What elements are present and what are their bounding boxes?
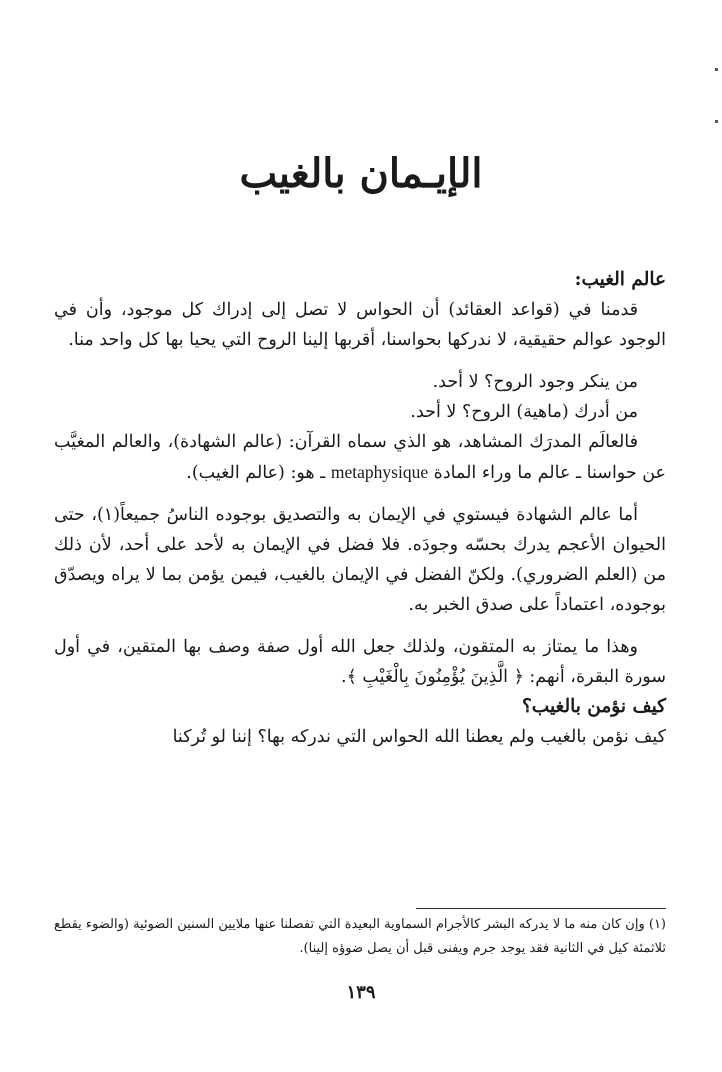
chapter-title: الإيـمان بالغيب [239,150,483,197]
section-heading-unseen-world: عالم الغيب: [574,269,666,290]
question-line: من ينكر وجود الروح؟ لا أحد. [432,372,638,392]
paragraph [54,427,666,488]
scan-mark [715,120,718,123]
section-heading-how-believe: كيف نؤمن بالغيب؟ [521,696,666,717]
latin-term: metaphysique [330,462,429,482]
footnote: (١) وإن كان منه ما لا يدركه البشر كالأجرام السماوية البعيدة التي تفصلنا عنها ملايين السنين الضوئية (والضوء يقطع ثلاثمئة كيل في الثانية فقد يوجد جرم ويفنى قبل أن يصل ضوؤه إلينا). [54,917,666,956]
paragraph: كيف نؤمن بالغيب ولم يعطنا الله الحواس التي ندركه بها؟ إننا لو تُركنا [172,727,666,747]
page-number: ١٣٩ [346,982,376,1003]
paragraph-part: فالعالَم المدرَك المشاهد، هو الذي سماه القرآن: (عالم الشهادة)، والعالم المغيَّب عن حواسنا ـ عالم ما وراء المادة [54,432,666,483]
paragraph: قدمنا في (قواعد العقائد) أن الحواس لا تصل إلى إدراك كل موجود، وأن في الوجود عوالم حقيقية، لا ندركها بحواسنا، أقربها إلينا الروح التي يحيا بها كل واحد منا. [54,300,666,350]
paragraph: وهذا ما يمتاز به المتقون، ولذلك جعل الله أول صفة وصف بها المتقين، في أول سورة البقرة، أنهم: ﴿ الَّذِينَ يُؤْمِنُونَ بِالْغَيْبِ ﴾. [54,637,666,687]
paragraph-part: ـ هو: (عالم الغيب). [186,463,326,483]
question-line: من أدرك (ماهية) الروح؟ لا أحد. [410,402,638,422]
footnote-divider [416,908,666,909]
scan-mark [715,68,718,71]
paragraph: أما عالم الشهادة فيستوي في الإيمان به والتصديق بوجوده الناسُ جميعاً(١)، حتى الحيوان الأعجم يدرك بحسّه وجودَه. فلا فضل في الإيمان به لأحد على أحد، لأن ذلك من (العلم الضروري). ولكنّ الفضل في الإيمان بالغيب، فيمن يؤمن بما لا يراه ويصدّق بوجوده، اعتماداً على صدق الخبر به. [54,505,666,615]
body-text [54,265,666,752]
